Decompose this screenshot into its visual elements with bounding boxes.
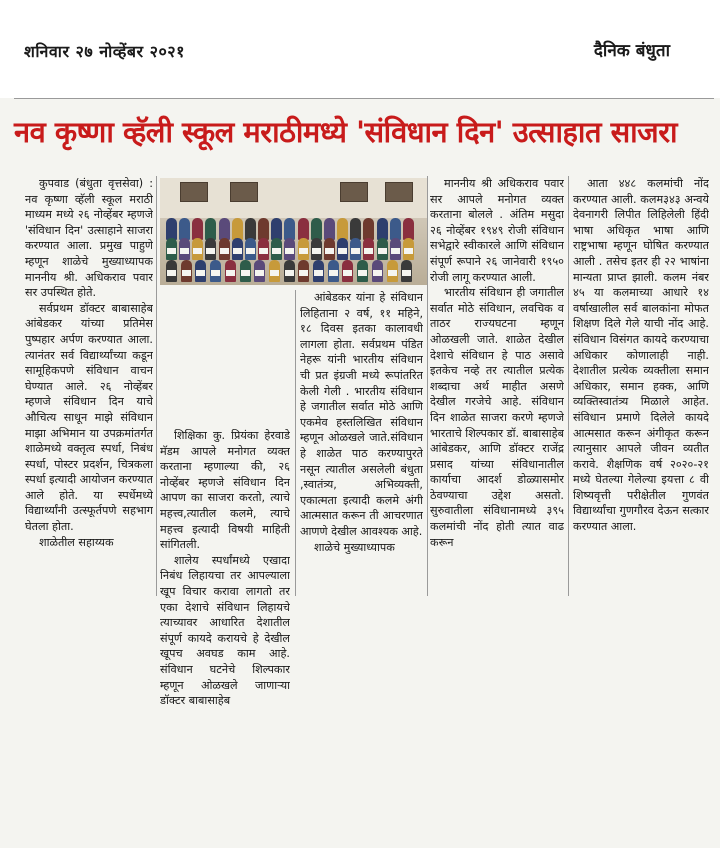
certificate xyxy=(391,248,400,254)
certificate xyxy=(167,270,176,276)
certificate xyxy=(378,248,387,254)
certificate xyxy=(373,270,382,276)
article-column-3 xyxy=(300,290,423,710)
student-figure xyxy=(258,218,269,240)
student-figure xyxy=(245,218,256,240)
paragraph: सर्वप्रथम डॉक्टर बाबासाहेब आंबेडकर यांच्या प्रतिमेस पुष्पहार अर्पण करण्यात आला. त्यानंतर सर्व विद्यार्थ्यांच्या कडून सामूहिकपणे संविधान वाचन घेण्यात आले. २६ नोव्हेंबर म्हणजे संविधान दिन याचे औचित्य साधून माझे संविधान माझा अभिमान या उपक्रमांतर्गत शाळेमध्ये वक्तृत्व स्पर्धा, निबंध स्पर्धा, पोस्टर प्रदर्शन, चित्रकला स्पर्धा इत्यादी आयोजन करण्यात आले होते. या स्पर्धेमध्ये विद्यार्थ्यांनी उत्स्फूर्तपणे सहभाग घेतला होता. xyxy=(25,301,153,534)
certificate xyxy=(270,270,279,276)
student-figure xyxy=(284,218,295,240)
paragraph: कुपवाड (बंधुता वृत्तसेवा) : नव कृष्णा व्हॅली स्कूल मराठी माध्यम मध्ये २६ नोव्हेंबर म्हणजे 'संविधान दिन' उत्साहाने साजरा करण्यात आला. प्रमुख पाहुणे म्हणून शाळेचे मुख्याध्यापक माननीय श्री. अधिकराव पवार सर उपस्थित होते. xyxy=(25,177,153,300)
certificate xyxy=(196,270,205,276)
paragraph: आंबेडकर यांना हे संविधान लिहिताना २ वर्ष, ११ महिने, १८ दिवस इतका कालावधी लागला होता. सर्वप्रथम पंडित नेहरू यांनी भारतीय संविधान ची प्रत इंग्रजी मध्ये रूपांतरित केली गेली . भारतीय संविधान हे जगातील सर्वात मोठे आणि एकमेव हस्तलिखित संविधान म्हणून ओळखले जाते.संविधान हे शाळेत पाठ करण्यापुरते नसून त्यातील असलेली बंधुता ,स्वातंत्र्य, अभिव्यक्ती, एकात्मता इत्यादी कलमे अंगी आत्मसात करून ती आचरणात आणणे देखील आवश्यक आहे. xyxy=(300,291,423,538)
certificate xyxy=(272,248,281,254)
photo-row-back xyxy=(166,218,421,240)
article-column-4 xyxy=(430,176,564,596)
paragraph: आता ४४८ कलमांची नोंद करण्यात आली. कलम३४३ अन्वये देवनागरी लिपीत लिहिलेली हिंदी भाषा अधिकृत भाषा आणि राष्ट्रभाषा म्हणून घोषित करण्यात आली . तसेच इतर ही २२ भाषांना मान्यता प्राप्त झाली. कलम नंबर ४५ या कलमाच्या आधारे १४ वर्षाखालील सर्व बालकांना मोफत शिक्षण दिले गेले याची नोंद आहे. संविधान विसंगत कायदे करण्याचा अधिकार कोणालाही नाही. देशातील प्रत्येक व्यक्तीला समान अधिकार, समान हक्क, आणि व्यक्तिस्वातंत्र्य मिळाले आहेत. संविधान प्रमाणे दिलेले कायदे आत्मसात करून अंगीकृत करून त्यानुसार आपले जीवन व्यतीत करावे. शैक्षणिक वर्ष २०२०-२१ मध्ये घेतल्या गेलेल्या इयत्ता ८ वी शिष्यवृत्ती परीक्षेतील गुणवंत विद्यार्थ्यांचा गुणगौरव देऊन सत्कार करण्यात आला. xyxy=(573,177,709,534)
column-rule xyxy=(568,176,569,596)
certificate xyxy=(220,248,229,254)
student-figure xyxy=(377,218,388,240)
student-figure xyxy=(192,218,203,240)
certificate xyxy=(241,270,250,276)
photo-frame xyxy=(385,182,413,202)
certificate xyxy=(180,248,189,254)
student-figure xyxy=(390,218,401,240)
certificate xyxy=(364,248,373,254)
student-figure xyxy=(219,218,230,240)
photo-frame xyxy=(340,182,368,202)
column-rule xyxy=(156,176,157,596)
paragraph: शाळेतील सहाय्यक xyxy=(39,535,114,549)
certificate xyxy=(182,270,191,276)
student-figure xyxy=(232,218,243,240)
photo-row-middle xyxy=(166,238,421,260)
certificate xyxy=(329,270,338,276)
certificate xyxy=(402,270,411,276)
article-column-1 xyxy=(25,176,153,596)
paragraph: माननीय श्री अधिकराव पवार सर आपले मनोगत व्यक्त करताना बोलले . अंतिम मसुदा २६ नोव्हेंबर १९४९ रोजी संविधान सभेद्वारे स्वीकारले आणि संविधान संपूर्ण रूपाने २६ जानेवारी १९५० रोजी लागू करण्यात आली. xyxy=(430,177,564,284)
issue-date: शनिवार २७ नोव्हेंबर २०२१ xyxy=(24,42,185,61)
student-figure xyxy=(311,218,322,240)
student-figure xyxy=(298,218,309,240)
photo-frame xyxy=(230,182,258,202)
certificate xyxy=(351,248,360,254)
certificate xyxy=(233,248,242,254)
certificate xyxy=(167,248,176,254)
certificate xyxy=(259,248,268,254)
column-rule xyxy=(427,176,428,596)
certificate xyxy=(211,270,220,276)
certificate xyxy=(312,248,321,254)
student-figure xyxy=(271,218,282,240)
certificate xyxy=(299,270,308,276)
certificate xyxy=(246,248,255,254)
column-rule xyxy=(295,290,296,596)
article-column-5 xyxy=(573,176,709,596)
certificate xyxy=(404,248,413,254)
article-headline: नव कृष्णा व्हॅली स्कूल मराठीमध्ये 'संविधान दिन' उत्साहात साजरा xyxy=(14,115,678,149)
certificate xyxy=(338,248,347,254)
certificate xyxy=(285,248,294,254)
certificate xyxy=(255,270,264,276)
photo-frame xyxy=(180,182,208,202)
newspaper-header xyxy=(0,0,720,98)
student-figure xyxy=(205,218,216,240)
certificate xyxy=(299,248,308,254)
student-figure xyxy=(179,218,190,240)
student-figure xyxy=(403,218,414,240)
certificate xyxy=(358,270,367,276)
certificate xyxy=(226,270,235,276)
header-rule xyxy=(14,98,714,99)
paragraph: शालेय स्पर्धांमध्ये एखादा निबंध लिहायचा तर आपल्याला खूप विचार करावा लागतो तर एका देशाचे संविधान लिहायचे त्याच्यावर आधारित देशातील संपूर्ण कायदे करायचे हे देखील खूपच अवघड काम आहे. संविधान घटनेचे शिल्पकार म्हणून ओळखले जाणाऱ्या डॉक्टर बाबासाहेब xyxy=(160,553,290,708)
certificate xyxy=(314,270,323,276)
student-figure xyxy=(166,218,177,240)
student-figure xyxy=(324,218,335,240)
certificate xyxy=(193,248,202,254)
article-column-2 xyxy=(160,428,290,848)
newspaper-name: दैनिक बंधुता xyxy=(593,41,670,61)
student-figure xyxy=(350,218,361,240)
photo-row-front xyxy=(166,260,421,282)
student-figure xyxy=(337,218,348,240)
certificate xyxy=(325,248,334,254)
certificate xyxy=(206,248,215,254)
paragraph: भारतीय संविधान ही जगातील सर्वात मोठे संविधान, लवचिक व ताठर राज्यघटना म्हणून ओळखली जाते. शाळेत देखील देशाचे संविधान हे पाठ असावे इतकेच नव्हे तर त्यातील प्रत्येक शब्दाचा अर्थ माहीत असणे देखील गरजेचे आहे. संविधान दिन शाळेत साजरा करणे म्हणजे भारताचे शिल्पकार डॉ. बाबासाहेब आंबेडकर, आणि डॉक्टर राजेंद्र प्रसाद यांच्या संविधानातील कार्याचा आदर्श डोळ्यासमोर ठेवण्याचा उद्देश असतो. सुरुवातीला संविधानामध्ये ३९५ कलमांची नोंद होती त्यात वाढ करून xyxy=(430,286,564,549)
certificate xyxy=(343,270,352,276)
paragraph: शाळेचे मुख्याध्यापक xyxy=(314,540,395,554)
student-figure xyxy=(363,218,374,240)
school-group-photo xyxy=(160,178,427,285)
certificate xyxy=(285,270,294,276)
paragraph: शिक्षिका कु. प्रियंका हेरवाडे मॅडम आपले मनोगत व्यक्त करताना म्हणाल्या की, २६ नोव्हेंबर म्हणजे संविधान दिन आपण का साजरा करतो, त्याचे महत्त्व,त्यातील कलमे, त्याचे महत्त्व इत्यादी विषयी माहिती सांगितली. xyxy=(160,429,290,552)
certificate xyxy=(388,270,397,276)
